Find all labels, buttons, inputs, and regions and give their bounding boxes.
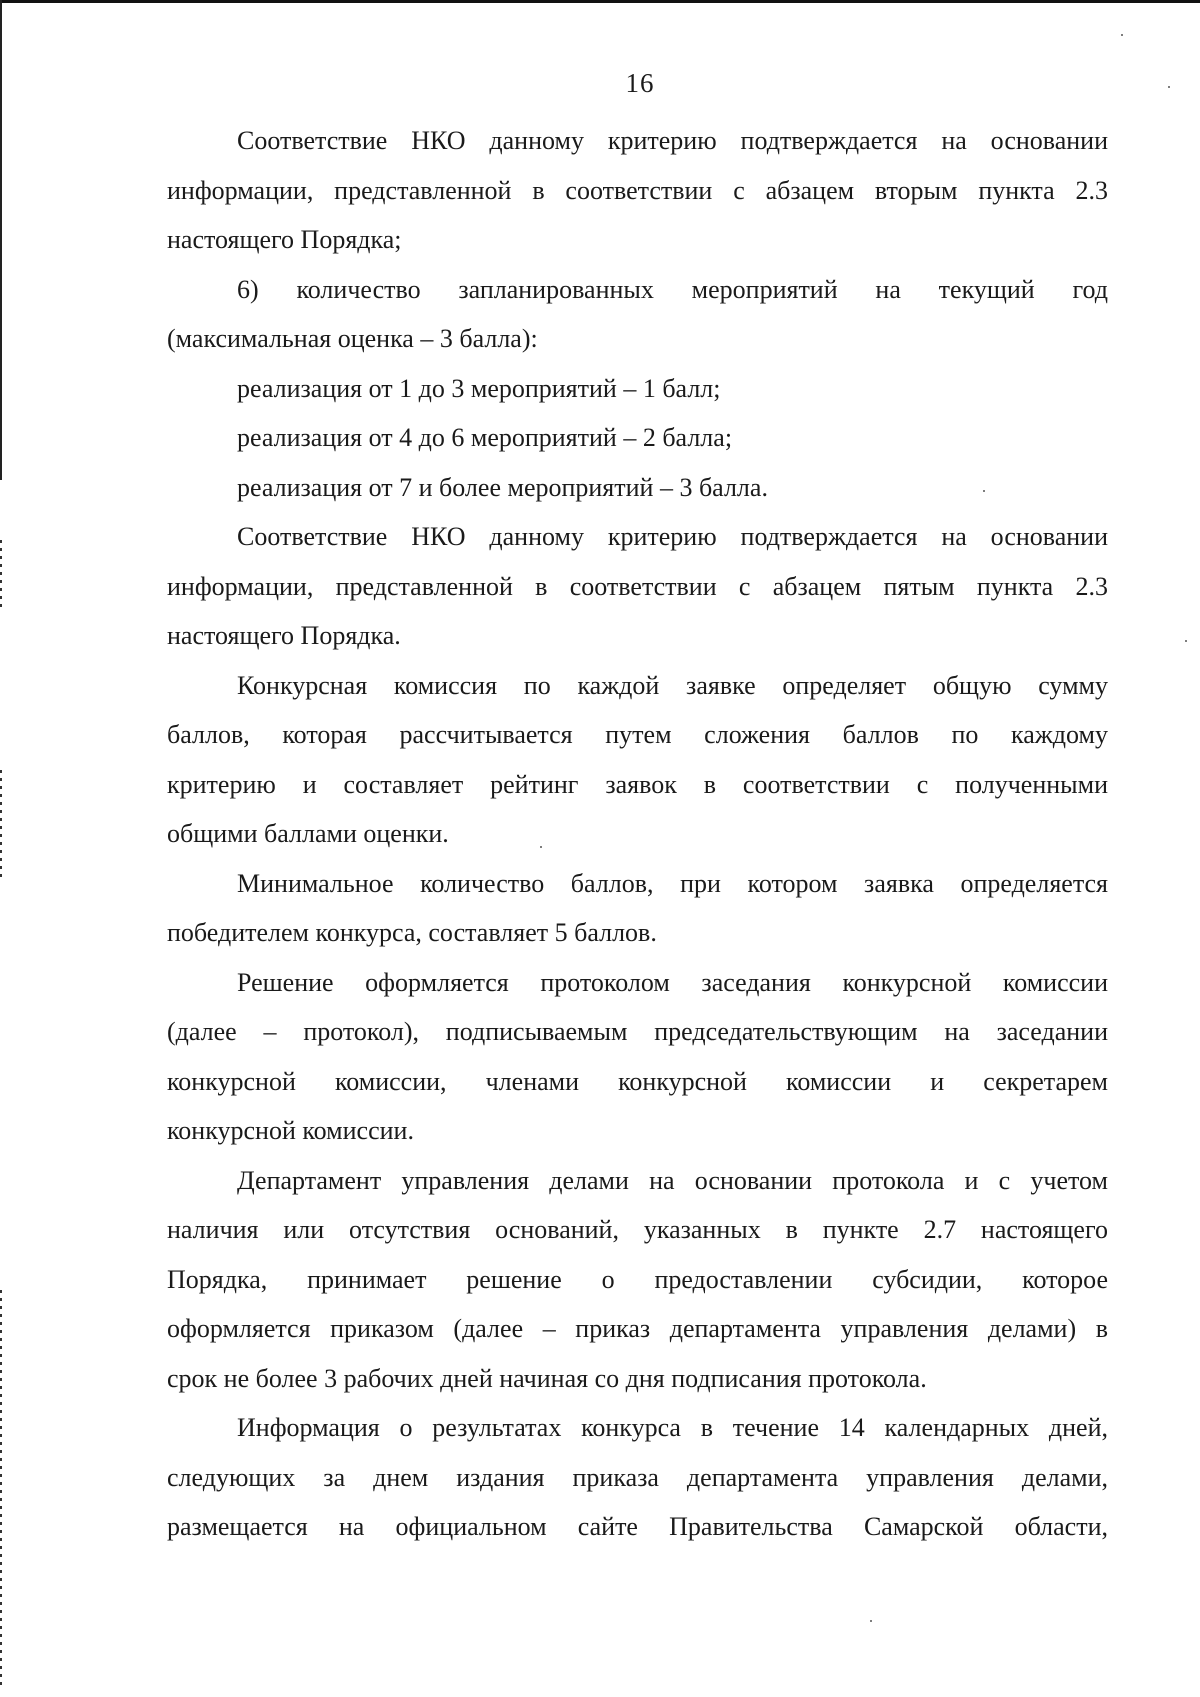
text-line: размещается на официальном сайте Правительства Самарской области, [167,1512,1108,1541]
text-line: следующих за днем издания приказа департамента управления делами, [167,1462,1108,1492]
scan-left-edge-dots [0,770,2,880]
text-line: баллов, которая рассчитывается путем сложения баллов по каждому [167,720,1108,749]
text-line: общими баллами оценки. [167,819,449,848]
document-body [167,116,1108,1552]
text-line: оформляется приказом (далее – приказ департамента управления делами) в [167,1314,1108,1343]
text-line: информации, представленной в соответствии с абзацем пятым пункта 2.3 [167,571,1108,601]
text-line: победителем конкурса, составляет 5 баллов. [167,918,657,947]
text-line: настоящего Порядка. [167,621,401,650]
text-line: Соответствие НКО данному критерию подтверждается на основании [237,522,1108,551]
text-line: (максимальная оценка – 3 балла): [167,324,538,353]
text-line: Информация о результатах конкурса в течение 14 календарных дней, [237,1413,1108,1442]
text-line: срок не более 3 рабочих дней начиная со дня подписания протокола. [167,1363,927,1393]
scan-left-edge-dots [0,1290,2,1690]
text-line: Решение оформляется протоколом заседания конкурсной комиссии [237,967,1108,997]
text-line: конкурсной комиссии. [167,1116,414,1145]
scan-left-edge-dots [0,540,2,610]
list-item: реализация от 4 до 6 мероприятий – 2 балла; [237,423,733,452]
list-item: реализация от 1 до 3 мероприятий – 1 балл; [237,373,721,403]
text-line: критерию и составляет рейтинг заявок в соответствии с полученными [167,769,1108,799]
scan-top-border [0,0,1200,3]
scan-speck [870,1620,872,1622]
page-number: 16 [625,68,655,98]
text-line: информации, представленной в соответствии с абзацем вторым пункта 2.3 [167,175,1108,205]
text-line: конкурсной комиссии, членами конкурсной комиссии и секретарем [167,1066,1108,1096]
text-line: Конкурсная комиссия по каждой заявке определяет общую сумму [237,670,1108,700]
scan-speck [1121,34,1123,36]
text-line: Соответствие НКО данному критерию подтверждается на основании [237,126,1108,155]
text-line: 6) количество запланированных мероприятий на текущий год [237,274,1108,304]
list-item: реализация от 7 и более мероприятий – 3 балла. [237,472,768,502]
scan-speck [1185,640,1187,642]
text-line: наличия или отсутствия оснований, указанных в пункте 2.7 настоящего [167,1215,1108,1244]
text-line: Департамент управления делами на основании протокола и с учетом [237,1165,1108,1195]
text-line: Минимальное количество баллов, при котором заявка определяется [237,868,1108,898]
text-line: Порядка, принимает решение о предоставлении субсидии, которое [167,1264,1108,1294]
text-line: (далее – протокол), подписываемым председательствующим на заседании [167,1017,1108,1046]
text-line: настоящего Порядка; [167,225,402,254]
